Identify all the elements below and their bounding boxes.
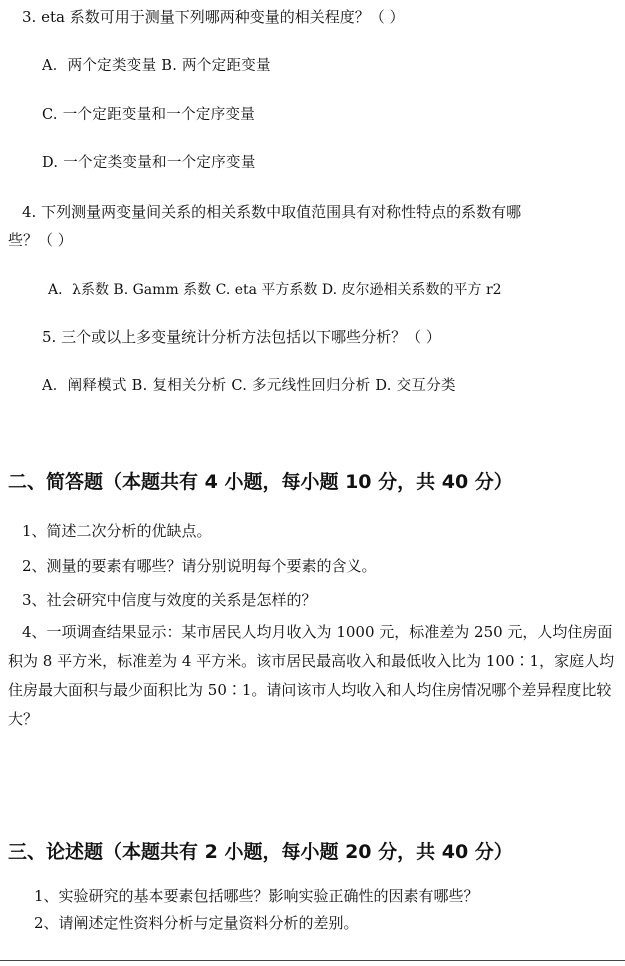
- question-5-stem: 5. 三个或以上多变量统计分析方法包括以下哪些分析？（ ）: [42, 328, 441, 346]
- short-answer-question-1: 1、简述二次分析的优缺点。: [22, 522, 212, 540]
- question-3-option-c: C. 一个定距变量和一个定序变量: [42, 107, 256, 123]
- question-4-stem-line2: 些？（ ）: [8, 231, 73, 249]
- question-4-stem-line1: 4. 下列测量两变量间关系的相关系数中取值范围具有对称性特点的系数有哪: [22, 203, 522, 221]
- question-3-options-ab: A．两个定类变量 B. 两个定距变量: [42, 58, 271, 74]
- question-3-option-d: D. 一个定类变量和一个定序变量: [42, 155, 256, 171]
- essay-question-1: 1、实验研究的基本要素包括哪些？影响实验正确性的因素有哪些？: [34, 887, 479, 905]
- essay-question-2: 2、请阐述定性资料分析与定量资料分析的差别。: [34, 914, 359, 932]
- short-answer-question-3: 3、社会研究中信度与效度的关系是怎样的？: [22, 591, 317, 609]
- short-answer-question-4: 4、一项调查结果显示：某市居民人均月收入为 1000 元，标准差为 250 元，人均住房面积为 8 平方米，标准差为 4 平方米。该市居民最高收入和最低收入比为 100∶1，家庭人均住房最大面积与最少面积比为 50∶1。请问该市人均收入和人均住房情况哪个差异程度比较大？: [8, 623, 615, 728]
- essay-heading: 三、论述题（本题共有 2 小题，每小题 20 分，共 40 分）: [8, 841, 513, 863]
- short-answer-question-2: 2、测量的要素有哪些？请分别说明每个要素的含义。: [22, 557, 377, 575]
- question-3-stem: 3. eta 系数可用于测量下列哪两种变量的相关程度？（ ）: [22, 8, 405, 26]
- page-bottom-rule: [0, 960, 625, 961]
- question-5-options: A．阐释模式 B. 复相关分析 C. 多元线性回归分析 D. 交互分类: [42, 378, 456, 394]
- short-answer-heading: 二、简答题（本题共有 4 小题，每小题 10 分，共 40 分）: [8, 471, 513, 493]
- question-4-options: A．λ系数 B. Gamm 系数 C. eta 平方系数 D. 皮尔逊相关系数的平方 r2: [48, 282, 502, 298]
